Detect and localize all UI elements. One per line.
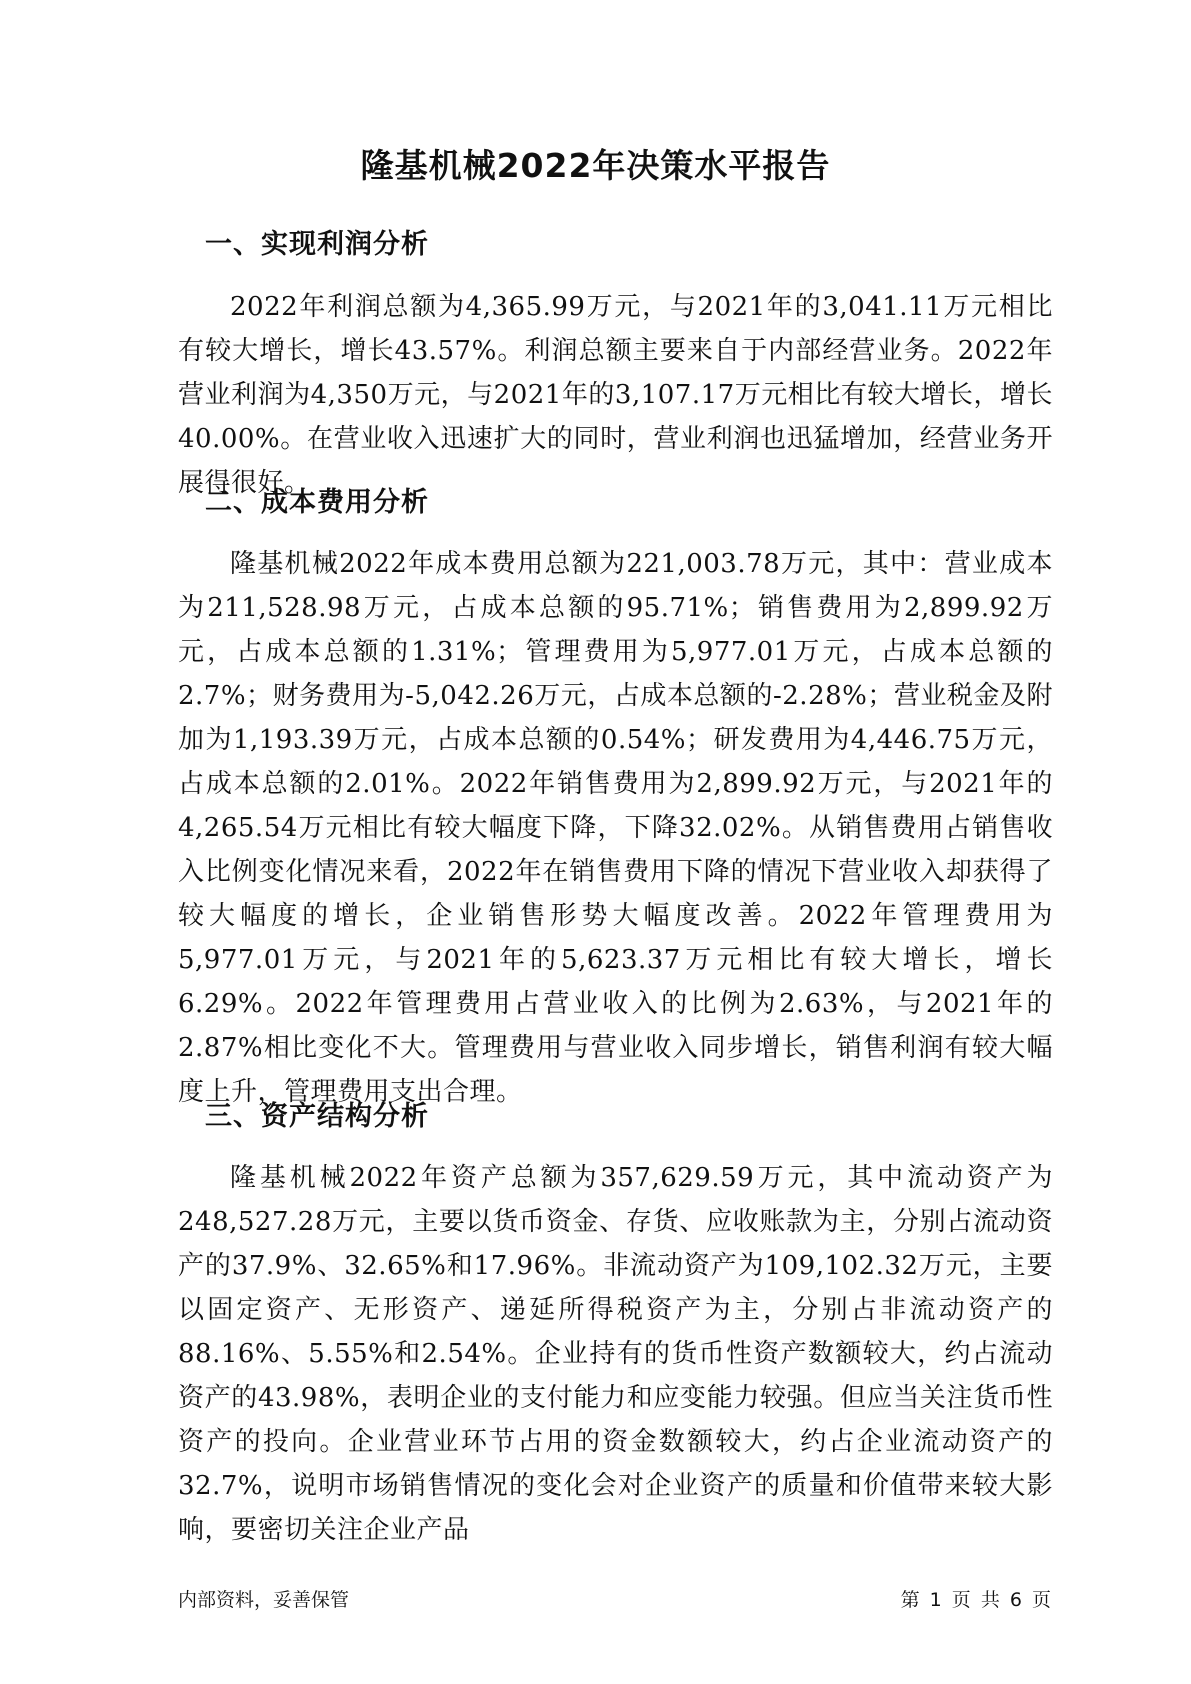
section-paragraph-assets: 隆基机械2022年资产总额为357,629.59万元，其中流动资产为248,527.28万元，主要以货币资金、存货、应收账款为主，分别占流动资产的37.9%、32.65%和17.96%。非流动资产为109,102.32万元，主要以固定资产、无形资产、递延所得税资产为主，分别占非流动资产的88.16%、5.55%和2.54%。企业持有的货币性资产数额较大，约占流动资产的43.98%，表明企业的支付能力和应变能力较强。但应当关注货币性资产的投向。企业营业环节占用的资金数额较大，约占企业流动资产的32.7%，说明市场销售情况的变化会对企业资产的质量和价值带来较大影响，要密切关注企业产品 <box>178 1163 1053 1545</box>
footer-page-number: 第 1 页 共 6 页 <box>900 1589 1053 1611</box>
section-paragraph-cost: 隆基机械2022年成本费用总额为221,003.78万元，其中：营业成本为211,528.98万元，占成本总额的95.71%；销售费用为2,899.92万元，占成本总额的1.31%；管理费用为5,977.01万元，占成本总额的2.7%；财务费用为-5,042.26万元，占成本总额的-2.28%；营业税金及附加为1,193.39万元，占成本总额的0.54%；研发费用为4,446.75万元，占成本总额的2.01%。2022年销售费用为2,899.92万元，与2021年的4,265.54万元相比有较大幅度下降，下降32.02%。从销售费用占销售收入比例变化情况来看，2022年在销售费用下降的情况下营业收入却获得了较大幅度的增长，企业销售形势大幅度改善。2022年管理费用为5,977.01万元，与2021年的5,623.37万元相比有较大增长，增长6.29%。2022年管理费用占营业收入的比例为2.63%，与2021年的2.87%相比变化不大。管理费用与营业收入同步增长，销售利润有较大幅度上升，管理费用支出合理。 <box>178 549 1053 1107</box>
section-paragraph-profit: 2022年利润总额为4,365.99万元，与2021年的3,041.11万元相比有较大增长，增长43.57%。利润总额主要来自于内部经营业务。2022年营业利润为4,350万元，与2021年的3,107.17万元相比有较大增长，增长40.00%。在营业收入迅速扩大的同时，营业利润也迅猛增加，经营业务开展得很好。 <box>178 292 1053 498</box>
section-heading-assets: 三、资产结构分析 <box>205 1101 429 1132</box>
section-heading-profit: 一、实现利润分析 <box>205 229 429 260</box>
section-heading-cost: 二、成本费用分析 <box>205 487 429 518</box>
document-title: 隆基机械2022年决策水平报告 <box>360 146 831 185</box>
footer-confidential-note: 内部资料，妥善保管 <box>178 1589 350 1611</box>
